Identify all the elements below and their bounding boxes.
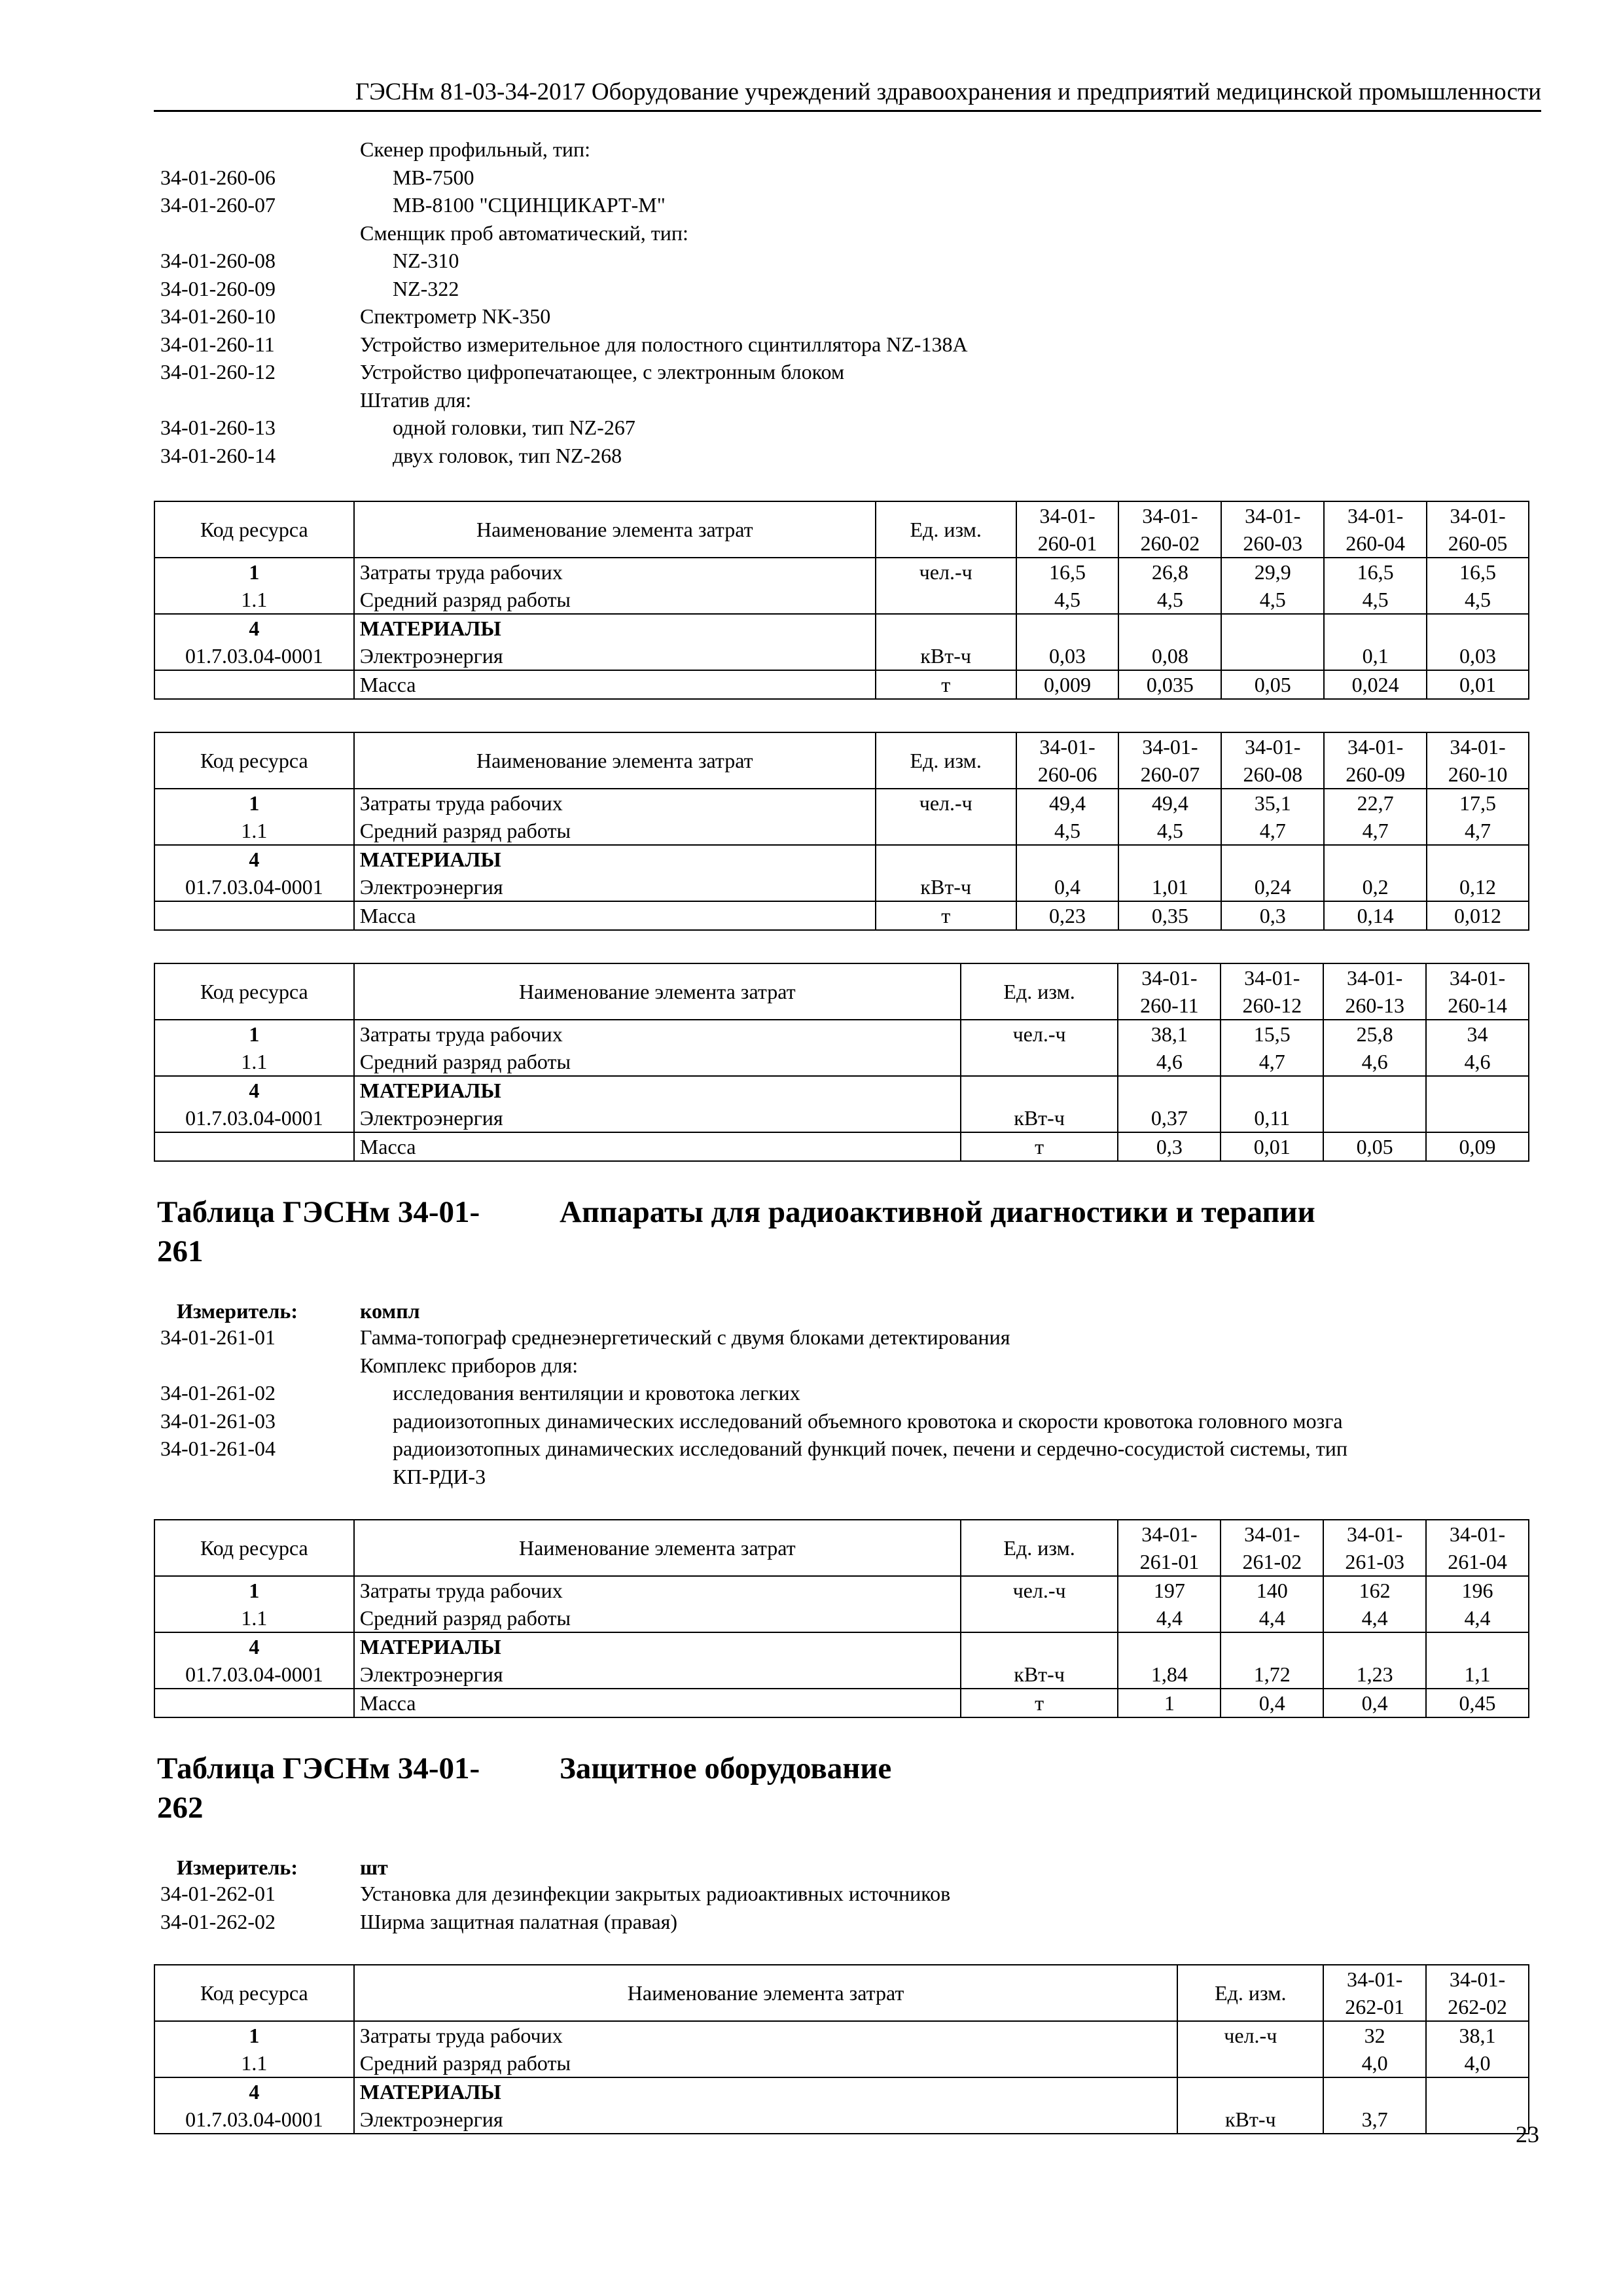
materials-row (154, 1632, 1529, 1660)
cell-value: 0,01 (1427, 670, 1529, 699)
code-list-260 (160, 135, 968, 469)
section-heading-262: Защитное оборудование (560, 1751, 892, 1785)
cell-value: 4,6 (1118, 1048, 1221, 1076)
list-item (160, 219, 968, 247)
col-header: 34-01- 260-12 (1221, 963, 1323, 1020)
cell-code: 1.1 (154, 1604, 354, 1632)
code-list-261 (160, 1323, 1347, 1490)
list-item (160, 386, 968, 414)
col-header: 34-01- 260-08 (1221, 732, 1324, 789)
cell-unit: кВт-ч (1177, 2106, 1323, 2134)
cell-value: 0,4 (1323, 1689, 1426, 1717)
cell-value: 4,6 (1323, 1048, 1426, 1076)
col-header: 34-01- 260-02 (1118, 501, 1221, 558)
cell-code: 01.7.03.04-0001 (154, 873, 354, 901)
table-header-row (154, 732, 1529, 789)
list-item (160, 1463, 1347, 1491)
cell-code: 1.1 (154, 586, 354, 614)
list-item (160, 1908, 950, 1936)
cell-value: 49,4 (1016, 789, 1119, 817)
item-text: NZ-322 (393, 276, 459, 300)
cell-value: 4,5 (1016, 586, 1119, 614)
cell-value: 38,1 (1118, 1020, 1221, 1048)
cell-value: 4,5 (1221, 586, 1324, 614)
cell-value: 0,23 (1016, 901, 1119, 930)
list-item (160, 442, 968, 470)
section-heading-261: Аппараты для радиоактивной диагностики и терапии (560, 1195, 1315, 1229)
cell-value: 0,3 (1221, 901, 1324, 930)
cell-value: 4,5 (1324, 586, 1427, 614)
col-name-header: Наименование элемента затрат (354, 1520, 961, 1576)
cell-name: Электроэнергия (354, 873, 876, 901)
col-header: 34-01- 260-07 (1118, 732, 1221, 789)
col-name-header: Наименование элемента затрат (354, 963, 961, 1020)
cell-value: 0,03 (1427, 642, 1529, 670)
resource-table-262 (154, 1964, 1529, 2134)
power-row (154, 2106, 1529, 2134)
cell-name: МАТЕРИАЛЫ (354, 2077, 1178, 2106)
cell-value: 4,5 (1118, 817, 1221, 845)
cell-unit: т (876, 670, 1016, 699)
cell-value: 16,5 (1324, 558, 1427, 586)
col-header: 34-01- 261-01 (1118, 1520, 1221, 1576)
power-row (154, 1104, 1529, 1132)
cell-value (1323, 1104, 1426, 1132)
cell-code: 01.7.03.04-0001 (154, 1660, 354, 1689)
cell-code: 01.7.03.04-0001 (154, 1104, 354, 1132)
cell-value: 0,2 (1324, 873, 1427, 901)
cell-value: 196 (1426, 1576, 1529, 1604)
item-code (160, 219, 360, 247)
cell-value: 16,5 (1427, 558, 1529, 586)
cell-value: 17,5 (1427, 789, 1529, 817)
cell-name: Средний разряд работы (354, 1048, 961, 1076)
item-code: 34-01-260-10 (160, 304, 276, 328)
col-code-header: Код ресурса (154, 1965, 354, 2021)
col-name-header: Наименование элемента затрат (354, 501, 876, 558)
cell-value: 0,01 (1221, 1132, 1323, 1161)
table-header-row (154, 501, 1529, 558)
section-title-262: Таблица ГЭСНм 34-01- 262 (157, 1751, 480, 1825)
cell-code: 01.7.03.04-0001 (154, 2106, 354, 2134)
cell-name: Масса (354, 1689, 961, 1717)
power-row (154, 873, 1529, 901)
cell-name: Средний разряд работы (354, 2049, 1178, 2077)
cell-value: 140 (1221, 1576, 1323, 1604)
cell-name: Затраты труда рабочих (354, 789, 876, 817)
cell-value: 1,01 (1118, 873, 1221, 901)
cell-value: 0,3 (1118, 1132, 1221, 1161)
col-header: 34-01- 262-01 (1323, 1965, 1426, 2021)
grade-row (154, 1604, 1529, 1632)
materials-row (154, 614, 1529, 642)
cell-name: Масса (354, 1132, 961, 1161)
cell-value: 0,11 (1221, 1104, 1323, 1132)
col-header: 34-01- 260-03 (1221, 501, 1324, 558)
item-code: 34-01-261-01 (160, 1325, 276, 1349)
cell-value: 0,05 (1221, 670, 1324, 699)
cell-value: 4,7 (1221, 1048, 1323, 1076)
list-item (160, 1352, 1347, 1380)
resource-table-260c (154, 963, 1529, 1162)
col-header: 34-01- 260-04 (1324, 501, 1427, 558)
item-text: радиоизотопных динамических исследований объемного кровотока и скорости кровотока головного мозга (393, 1408, 1343, 1433)
labor-row (154, 558, 1529, 586)
col-name-header: Наименование элемента затрат (354, 732, 876, 789)
cell-value: 197 (1118, 1576, 1221, 1604)
cell-name: Затраты труда рабочих (354, 558, 876, 586)
cell-name: Затраты труда рабочих (354, 1020, 961, 1048)
col-code-header: Код ресурса (154, 963, 354, 1020)
cell-unit: чел.-ч (961, 1020, 1118, 1048)
cell-code: 4 (154, 845, 354, 873)
col-unit-header: Ед. изм. (876, 732, 1016, 789)
cell-value (1426, 1104, 1529, 1132)
cell-value: 0,12 (1427, 873, 1529, 901)
cell-value: 0,1 (1324, 642, 1427, 670)
col-unit-header: Ед. изм. (876, 501, 1016, 558)
cell-unit: чел.-ч (876, 789, 1016, 817)
item-code: 34-01-260-12 (160, 360, 276, 384)
resource-table-261 (154, 1519, 1529, 1718)
item-code: 34-01-260-09 (160, 276, 276, 300)
cell-unit: чел.-ч (876, 558, 1016, 586)
item-text: МВ-8100 "СЦИНЦИКАРТ-М" (393, 193, 666, 217)
list-item (160, 164, 968, 192)
cell-value: 0,03 (1016, 642, 1119, 670)
cell-code: 1.1 (154, 2049, 354, 2077)
col-code-header: Код ресурса (154, 732, 354, 789)
cell-value: 4,4 (1118, 1604, 1221, 1632)
cell-value: 4,0 (1323, 2049, 1426, 2077)
item-code: 34-01-262-01 (160, 1882, 276, 1905)
cell-value: 16,5 (1016, 558, 1119, 586)
item-text: Спектрометр NK-350 (360, 304, 551, 328)
cell-value: 3,7 (1323, 2106, 1426, 2134)
item-text: исследования вентиляции и кровотока легких (393, 1381, 800, 1405)
cell-value: 4,5 (1427, 586, 1529, 614)
list-item (160, 135, 968, 164)
item-text: Штатив для: (360, 387, 472, 412)
col-header: 34-01- 261-03 (1323, 1520, 1426, 1576)
materials-row (154, 2077, 1529, 2106)
cell-value: 29,9 (1221, 558, 1324, 586)
cell-code: 1 (154, 558, 354, 586)
table-header-row (154, 1520, 1529, 1576)
col-unit-header: Ед. изм. (961, 1520, 1118, 1576)
cell-value: 0,009 (1016, 670, 1119, 699)
page-header: ГЭСНм 81-03-34-2017 Оборудование учреждений здравоохранения и предприятий медицинской промышленности (154, 76, 1541, 112)
cell-value: 4,5 (1016, 817, 1119, 845)
cell-code: 1 (154, 1020, 354, 1048)
list-item (160, 414, 968, 442)
cell-value: 0,09 (1426, 1132, 1529, 1161)
cell-value: 1 (1118, 1689, 1221, 1717)
item-text: одной головки, тип NZ-267 (393, 416, 635, 439)
cell-value: 0,08 (1118, 642, 1221, 670)
col-unit-header: Ед. изм. (1177, 1965, 1323, 2021)
cell-name: Затраты труда рабочих (354, 2021, 1178, 2049)
cell-value: 49,4 (1118, 789, 1221, 817)
item-text: Устройство цифропечатающее, с электронным блоком (360, 360, 845, 384)
resource-table-260b (154, 732, 1529, 931)
cell-value: 4,6 (1426, 1048, 1529, 1076)
labor-row (154, 789, 1529, 817)
table-header-row (154, 963, 1529, 1020)
mass-row (154, 901, 1529, 930)
item-text: Устройство измерительное для полостного сцинтиллятора NZ-138А (360, 332, 968, 356)
section-title-261: Таблица ГЭСНм 34-01- 261 (157, 1195, 480, 1268)
cell-name: Средний разряд работы (354, 817, 876, 845)
cell-value: 4,7 (1221, 817, 1324, 845)
cell-value (1426, 2106, 1529, 2134)
item-text: КП-РДИ-3 (393, 1464, 486, 1488)
cell-value: 0,035 (1118, 670, 1221, 699)
mass-row (154, 670, 1529, 699)
cell-value: 4,5 (1118, 586, 1221, 614)
cell-name: Электроэнергия (354, 1660, 961, 1689)
grade-row (154, 1048, 1529, 1076)
power-row (154, 1660, 1529, 1689)
item-code (160, 1352, 360, 1380)
item-code: 34-01-260-08 (160, 249, 276, 272)
cell-name: МАТЕРИАЛЫ (354, 1632, 961, 1660)
cell-unit: чел.-ч (1177, 2021, 1323, 2049)
col-header: 34-01- 260-09 (1324, 732, 1427, 789)
item-code: 34-01-262-02 (160, 1909, 276, 1933)
labor-row (154, 2021, 1529, 2049)
item-text: Ширма защитная палатная (правая) (360, 1909, 678, 1933)
col-unit-header: Ед. изм. (961, 963, 1118, 1020)
list-item (160, 191, 968, 219)
item-text: Гамма-топограф среднеэнергетический с двумя блоками детектирования (360, 1325, 1010, 1349)
cell-unit: т (961, 1132, 1118, 1161)
cell-code: 4 (154, 1632, 354, 1660)
cell-value: 4,0 (1426, 2049, 1529, 2077)
cell-name: МАТЕРИАЛЫ (354, 614, 876, 642)
measure-label: Измеритель: (177, 1856, 298, 1879)
col-header: 34-01- 260-06 (1016, 732, 1119, 789)
item-code (160, 1463, 360, 1491)
cell-code: 1 (154, 1576, 354, 1604)
cell-value: 32 (1323, 2021, 1426, 2049)
cell-value: 38,1 (1426, 2021, 1529, 2049)
grade-row (154, 2049, 1529, 2077)
list-item (160, 1323, 1347, 1352)
col-header: 34-01- 260-05 (1427, 501, 1529, 558)
cell-code: 1.1 (154, 1048, 354, 1076)
cell-value: 0,14 (1324, 901, 1427, 930)
col-header: 34-01- 262-02 (1426, 1965, 1529, 2021)
labor-row (154, 1020, 1529, 1048)
item-code: 34-01-260-13 (160, 416, 276, 439)
cell-code: 01.7.03.04-0001 (154, 642, 354, 670)
cell-value: 35,1 (1221, 789, 1324, 817)
list-item (160, 302, 968, 331)
item-code (160, 135, 360, 164)
cell-unit: кВт-ч (961, 1104, 1118, 1132)
cell-value: 1,84 (1118, 1660, 1221, 1689)
item-text: Сменщик проб автоматический, тип: (360, 221, 688, 245)
item-text: радиоизотопных динамических исследований функций почек, печени и сердечно-сосудистой системы, тип (393, 1437, 1348, 1460)
cell-name: МАТЕРИАЛЫ (354, 845, 876, 873)
cell-value: 0,35 (1118, 901, 1221, 930)
cell-value: 0,37 (1118, 1104, 1221, 1132)
item-text: МВ-7500 (393, 165, 474, 189)
cell-value: 1,1 (1426, 1660, 1529, 1689)
list-item (160, 1435, 1347, 1463)
labor-row (154, 1576, 1529, 1604)
item-code: 34-01-260-11 (160, 332, 275, 356)
cell-code: 1.1 (154, 817, 354, 845)
list-item (160, 1379, 1347, 1407)
list-item (160, 331, 968, 359)
col-code-header: Код ресурса (154, 1520, 354, 1576)
cell-value: 4,7 (1427, 817, 1529, 845)
item-text: Скенер профильный, тип: (360, 137, 591, 161)
cell-name: Электроэнергия (354, 2106, 1178, 2134)
cell-value: 0,024 (1324, 670, 1427, 699)
item-code: 34-01-261-02 (160, 1381, 276, 1405)
measure-value: компл (360, 1299, 420, 1323)
cell-name: Затраты труда рабочих (354, 1576, 961, 1604)
cell-code: 4 (154, 2077, 354, 2106)
cell-value: 1,23 (1323, 1660, 1426, 1689)
power-row (154, 642, 1529, 670)
cell-value (1221, 642, 1324, 670)
cell-value: 15,5 (1221, 1020, 1323, 1048)
item-code: 34-01-261-03 (160, 1408, 276, 1433)
cell-name: Масса (354, 901, 876, 930)
materials-row (154, 845, 1529, 873)
cell-unit: чел.-ч (961, 1576, 1118, 1604)
cell-value: 0,4 (1016, 873, 1119, 901)
col-header: 34-01- 260-01 (1016, 501, 1119, 558)
cell-code: 1 (154, 2021, 354, 2049)
item-text: двух головок, тип NZ-268 (393, 443, 622, 467)
item-code: 34-01-261-04 (160, 1437, 276, 1460)
cell-value: 4,4 (1323, 1604, 1426, 1632)
page-number: 23 (1516, 2121, 1539, 2147)
cell-unit: кВт-ч (876, 873, 1016, 901)
materials-row (154, 1076, 1529, 1104)
item-text: Установка для дезинфекции закрытых радиоактивных источников (360, 1882, 951, 1905)
col-header: 34-01- 260-14 (1426, 963, 1529, 1020)
item-text: NZ-310 (393, 249, 459, 272)
col-header: 34-01- 260-13 (1323, 963, 1426, 1020)
table-header-row (154, 1965, 1529, 2021)
cell-value: 0,4 (1221, 1689, 1323, 1717)
col-header: 34-01- 261-04 (1426, 1520, 1529, 1576)
cell-value: 1,72 (1221, 1660, 1323, 1689)
cell-name: МАТЕРИАЛЫ (354, 1076, 961, 1104)
col-header: 34-01- 261-02 (1221, 1520, 1323, 1576)
col-name-header: Наименование элемента затрат (354, 1965, 1178, 2021)
cell-value: 0,05 (1323, 1132, 1426, 1161)
cell-unit (876, 586, 1016, 614)
resource-table-260a (154, 501, 1529, 700)
cell-name: Электроэнергия (354, 1104, 961, 1132)
cell-code: 4 (154, 614, 354, 642)
grade-row (154, 586, 1529, 614)
list-item (160, 275, 968, 303)
cell-value: 4,4 (1221, 1604, 1323, 1632)
grade-row (154, 817, 1529, 845)
cell-unit: кВт-ч (876, 642, 1016, 670)
col-header: 34-01- 260-10 (1427, 732, 1529, 789)
cell-code: 4 (154, 1076, 354, 1104)
cell-name: Электроэнергия (354, 642, 876, 670)
code-list-262 (160, 1880, 950, 1935)
cell-name: Средний разряд работы (354, 1604, 961, 1632)
cell-code: 1 (154, 789, 354, 817)
item-code (160, 386, 360, 414)
item-text: Комплекс приборов для: (360, 1353, 579, 1377)
col-header: 34-01- 260-11 (1118, 963, 1221, 1020)
cell-value: 26,8 (1118, 558, 1221, 586)
cell-name: Средний разряд работы (354, 586, 876, 614)
item-code: 34-01-260-06 (160, 165, 276, 189)
cell-value: 25,8 (1323, 1020, 1426, 1048)
mass-row (154, 1132, 1529, 1161)
list-item (160, 358, 968, 386)
cell-value: 0,012 (1427, 901, 1529, 930)
cell-unit: кВт-ч (961, 1660, 1118, 1689)
measure-label: Измеритель: (177, 1299, 298, 1323)
cell-value: 22,7 (1324, 789, 1427, 817)
cell-value: 34 (1426, 1020, 1529, 1048)
cell-unit: т (876, 901, 1016, 930)
cell-value: 162 (1323, 1576, 1426, 1604)
cell-name: Масса (354, 670, 876, 699)
measure-value: шт (360, 1856, 388, 1879)
list-item (160, 1407, 1347, 1435)
cell-value: 0,45 (1426, 1689, 1529, 1717)
cell-unit: т (961, 1689, 1118, 1717)
list-item (160, 1880, 950, 1908)
col-code-header: Код ресурса (154, 501, 354, 558)
cell-value: 4,7 (1324, 817, 1427, 845)
cell-value: 4,4 (1426, 1604, 1529, 1632)
item-code: 34-01-260-07 (160, 193, 276, 217)
item-code: 34-01-260-14 (160, 443, 276, 467)
list-item (160, 247, 968, 275)
mass-row (154, 1689, 1529, 1717)
cell-value: 0,24 (1221, 873, 1324, 901)
